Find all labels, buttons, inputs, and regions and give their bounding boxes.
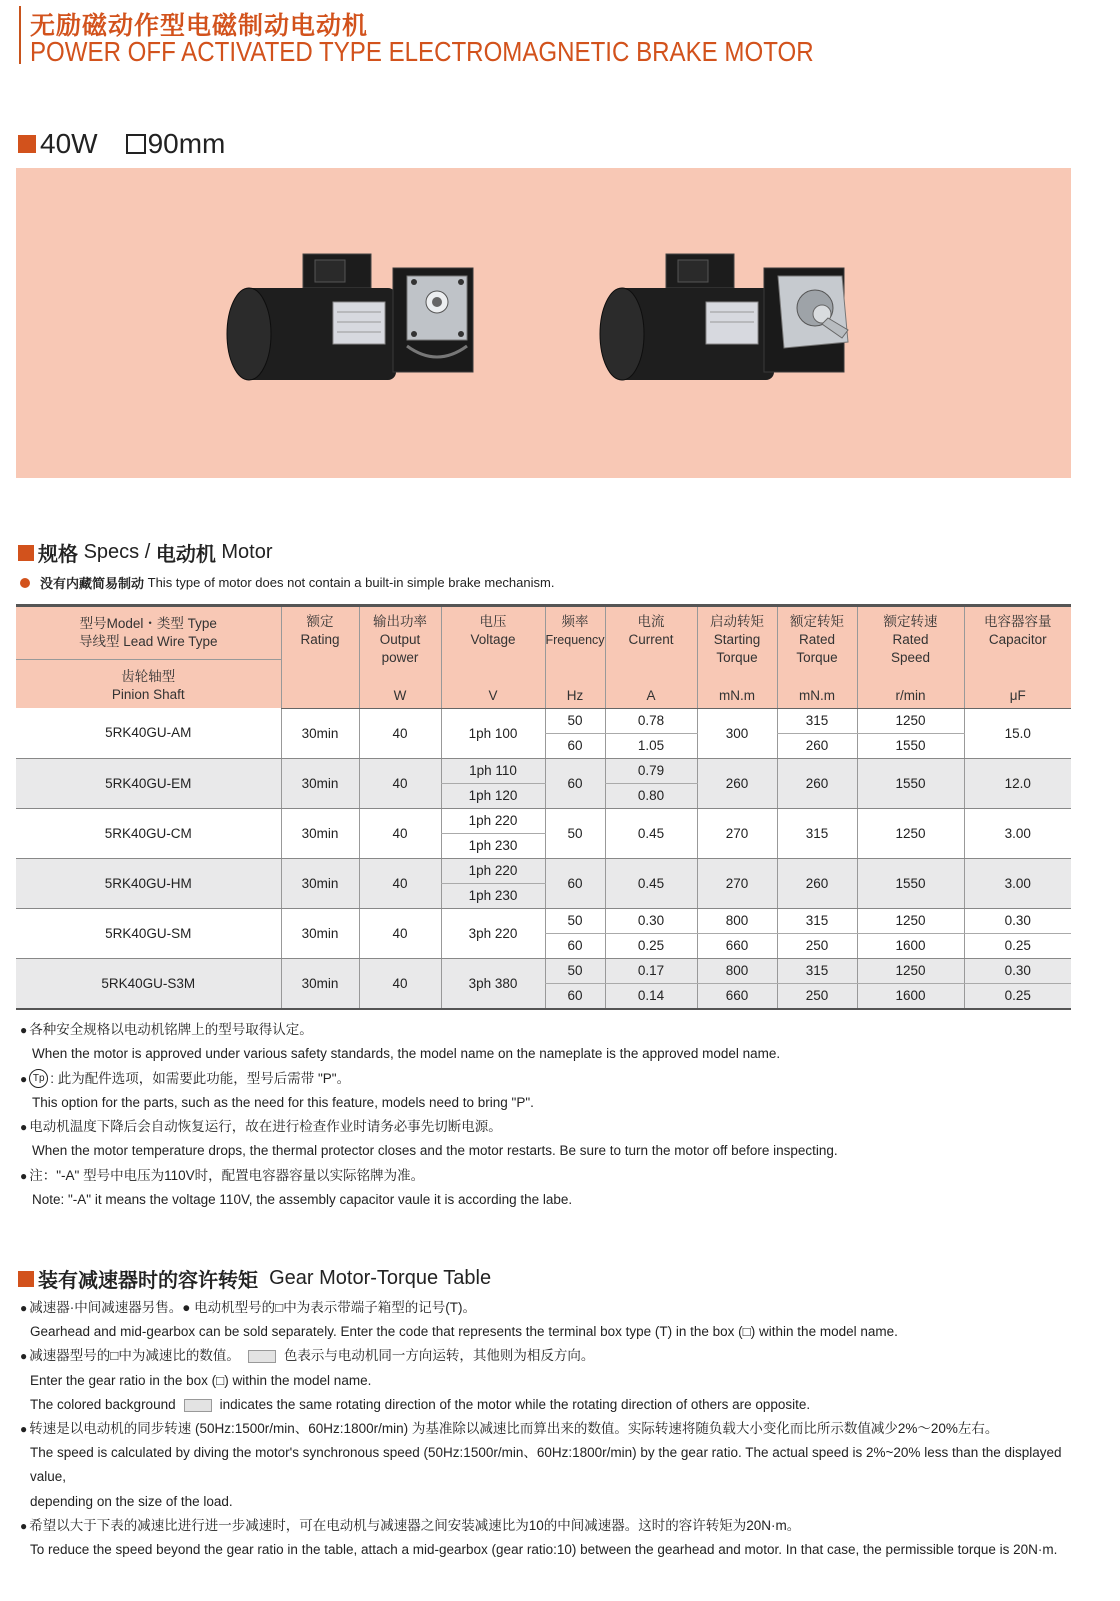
header-current: 电流 Current [605,606,697,684]
current-cell: 0.17 [605,958,697,983]
note-en: depending on the size of the load. [30,1493,233,1509]
voltage-cell: 1ph 110 [441,758,545,783]
note-cn: 减速器·中间减速器另售。● 电动机型号的□中为表示带端子箱型的记号(T)。 [29,1300,477,1315]
rating-cell: 30min [281,958,359,1009]
rated-speed-cell: 1550 [857,758,964,808]
table-row [16,958,1071,983]
rated-speed-cell: 1250 [857,958,964,983]
frequency-cell: 50 [545,958,605,983]
bullet-dot-icon [20,578,30,588]
rated-speed-cell: 1600 [857,933,964,958]
starting-torque-cell: 660 [697,933,777,958]
rated-torque-cell: 315 [777,958,857,983]
rated-torque-cell: 315 [777,808,857,858]
bullet-icon: ● [20,1301,28,1315]
voltage-cell: 1ph 230 [441,833,545,858]
starting-torque-cell: 260 [697,758,777,808]
unit-frequency: Hz [545,684,605,709]
note-cn: 转速是以电动机的同步转速 (50Hz:1500r/min、60Hz:1800r/min) 为基准除以减速比而算出来的数值。实际转速将随负载大小变化而比所示数值减少2%～20%左右。 [29,1421,999,1437]
capacitor-cell: 0.30 [964,908,1071,933]
note-en: The colored background indicates the same rotating direction of the motor while the rotating direction of others are opposite. [30,1396,811,1412]
title-accent-bar [19,6,21,64]
starting-torque-cell: 800 [697,908,777,933]
capacitor-cell: 15.0 [964,708,1071,758]
capacitor-cell: 3.00 [964,858,1071,908]
gear-title-en: Gear Motor-Torque Table [269,1267,492,1289]
rating-cell: 30min [281,758,359,808]
bullet-icon: ● [20,1023,28,1037]
output-cell: 40 [359,858,441,908]
rated-speed-cell: 1600 [857,983,964,1009]
table-row [16,758,1071,783]
capacitor-cell: 0.25 [964,983,1071,1009]
current-cell: 1.05 [605,733,697,758]
header-frequency: 频率 Frequency [545,606,605,684]
bullet-icon: ● [20,1349,28,1364]
frequency-cell: 60 [545,983,605,1009]
bullet-icon: ● [20,1120,28,1135]
rated-torque-cell: 260 [777,733,857,758]
tp-icon: Tp [29,1069,48,1088]
header-starting-torque: 启动转矩 Starting Torque [697,606,777,684]
voltage-cell: 1ph 100 [441,708,545,758]
voltage-cell: 3ph 380 [441,958,545,1009]
note-item [20,1296,1080,1320]
output-cell: 40 [359,808,441,858]
frequency-cell: 60 [545,758,605,808]
brake-note-en: This type of motor does not contain a built-in simple brake mechanism. [147,575,555,590]
orange-square-icon [18,1271,34,1287]
current-cell: 0.14 [605,983,697,1009]
rated-speed-cell: 1250 [857,708,964,733]
output-cell: 40 [359,908,441,958]
current-cell: 0.30 [605,908,697,933]
frequency-cell: 60 [545,858,605,908]
model-cell: 5RK40GU-SM [16,908,281,958]
output-cell: 40 [359,708,441,758]
model-cell: 5RK40GU-EM [16,758,281,808]
rated-speed-cell: 1250 [857,908,964,933]
current-cell: 0.45 [605,808,697,858]
note-cn: 希望以大于下表的减速比进行进一步减速时，可在电动机与减速器之间安装减速比为10的中间减速器。这时的容许转矩为20N·m。 [29,1517,801,1533]
note-item [20,1115,838,1139]
specs-section-header [18,538,273,567]
note-en: When the motor is approved under various safety standards, the model name on the nameplate is the approved model name. [32,1046,781,1062]
color-swatch-icon [184,1399,212,1412]
gear-notes [20,1296,1080,1562]
gear-title-cn: 装有减速器时的容许转矩 [38,1270,258,1292]
unit-capacitor: μF [964,684,1071,709]
header-rated-speed: 额定转速 Rated Speed [857,606,964,684]
table-row [16,858,1071,883]
size-label: 90mm [147,128,226,159]
note-item [20,1164,838,1188]
brake-note [20,573,554,592]
spec-line [18,128,225,160]
note-en: To reduce the speed beyond the gear ratio in the table, attach a mid-gearbox (gear ratio:10) between the gearhead and motor. In that case, the permissible torque is 20N·m. [30,1542,1058,1558]
table-header-row [16,606,1071,660]
rated-torque-cell: 260 [777,758,857,808]
motor-title-en: Motor [221,541,273,563]
bullet-icon: ● [20,1071,28,1086]
rated-speed-cell: 1550 [857,733,964,758]
unit-starting-torque: mN.m [697,684,777,709]
table-row [16,908,1071,933]
rated-torque-cell: 315 [777,708,857,733]
table-row [16,808,1071,833]
rated-speed-cell: 1250 [857,808,964,858]
voltage-cell: 3ph 220 [441,908,545,958]
rated-torque-cell: 250 [777,983,857,1009]
capacitor-cell: 3.00 [964,808,1071,858]
frequency-cell: 50 [545,708,605,733]
starting-torque-cell: 660 [697,983,777,1009]
unit-rated-torque: mN.m [777,684,857,709]
rating-cell: 30min [281,858,359,908]
rating-cell: 30min [281,708,359,758]
voltage-cell: 1ph 220 [441,858,545,883]
note-cn: 各种安全规格以电动机铭牌上的型号取得认定。 [29,1022,313,1037]
unit-rated-speed: r/min [857,684,964,709]
unit-output: W [359,684,441,709]
frequency-cell: 60 [545,733,605,758]
note-en: The speed is calculated by diving the motor's synchronous speed (50Hz:1500r/min、60Hz:1800r/min) by the gear ratio. The actual speed is 2%~20% less than the displayed value, [30,1445,1062,1485]
note-item [20,1018,838,1042]
bullet-icon: ● [20,1518,28,1533]
brake-note-cn: 没有内藏简易制动 [40,576,145,591]
note-item [20,1417,1080,1441]
voltage-cell: 1ph 120 [441,783,545,808]
orange-square-icon [18,135,36,153]
header-output: 输出功率 Output power [359,606,441,684]
note-item [20,1344,1080,1368]
orange-square-icon [18,545,34,561]
product-photo-panel [16,168,1071,478]
square-frame-icon [126,134,146,154]
gear-section-header [18,1264,491,1293]
rating-cell: 30min [281,808,359,858]
note-item [20,1067,838,1091]
table-notes [20,1018,838,1212]
starting-torque-cell: 300 [697,708,777,758]
bullet-icon: ● [20,1422,28,1437]
capacitor-cell: 0.25 [964,933,1071,958]
rated-torque-cell: 250 [777,933,857,958]
capacitor-cell: 0.30 [964,958,1071,983]
output-cell: 40 [359,958,441,1009]
bullet-icon: ● [20,1168,28,1183]
starting-torque-cell: 270 [697,808,777,858]
voltage-cell: 1ph 220 [441,808,545,833]
page-title-cn: 无励磁动作型电磁制动电动机 [30,12,369,40]
model-cell: 5RK40GU-HM [16,858,281,908]
current-cell: 0.45 [605,858,697,908]
header-model: 型号Model・类型 Type 导线型 Lead Wire Type [16,606,281,660]
note-cn: 电动机温度下降后会自动恢复运行，故在进行检查作业时请务必事先切断电源。 [29,1119,502,1135]
header-pinion: 齿轮轴型 Pinion Shaft [16,660,281,709]
model-cell: 5RK40GU-CM [16,808,281,858]
capacitor-cell: 12.0 [964,758,1071,808]
current-cell: 0.80 [605,783,697,808]
unit-current: A [605,684,697,709]
header-voltage: 电压 Voltage [441,606,545,684]
note-en: This option for the parts, such as the need for this feature, models need to bring "P". [32,1094,534,1110]
current-cell: 0.78 [605,708,697,733]
note-item [20,1514,1080,1538]
starting-torque-cell: 800 [697,958,777,983]
frequency-cell: 50 [545,808,605,858]
current-cell: 0.79 [605,758,697,783]
power-label: 40W [40,128,98,159]
title-separator: / [139,541,156,563]
frequency-cell: 60 [545,933,605,958]
note-en: Enter the gear ratio in the box (□) within the model name. [30,1372,372,1388]
header-rated-torque: 额定转矩 Rated Torque [777,606,857,684]
specs-title-cn: 规格 [38,544,78,566]
note-cn: 注："-A" 型号中电压为110V时，配置电容器容量以实际铭牌为准。 [29,1167,425,1183]
output-cell: 40 [359,758,441,808]
rating-cell: 30min [281,908,359,958]
table-row [16,708,1071,733]
motor-image-right [596,246,861,406]
spec-table [16,604,1071,1010]
specs-title-en: Specs [83,541,140,563]
rated-torque-cell: 315 [777,908,857,933]
rated-speed-cell: 1550 [857,858,964,908]
unit-voltage: V [441,684,545,709]
note-cn: : 此为配件选项，如需要此功能，型号后需带 "P"。 [50,1070,351,1086]
header-capacitor: 电容器容量 Capacitor [964,606,1071,684]
voltage-cell: 1ph 230 [441,883,545,908]
motor-title-cn: 电动机 [155,544,216,566]
note-cn: 减速器型号的□中为减速比的数值。 [29,1348,240,1364]
note-cn: 色表示与电动机同一方向运转，其他则为相反方向。 [283,1348,595,1364]
motor-image-left [221,246,486,406]
color-swatch-icon [248,1350,276,1363]
model-cell: 5RK40GU-AM [16,708,281,758]
note-en: Gearhead and mid-gearbox can be sold separately. Enter the code that represents the terminal box type (T) in the box (□) within the model name. [30,1324,898,1340]
rated-torque-cell: 260 [777,858,857,908]
header-rating: 额定 Rating [281,606,359,684]
current-cell: 0.25 [605,933,697,958]
page-title-en: POWER OFF ACTIVATED TYPE ELECTROMAGNETIC BRAKE MOTOR [30,36,814,67]
note-en: Note: "-A" it means the voltage 110V, the assembly capacitor vaule it is according the labe. [32,1192,573,1208]
unit-rating [281,684,359,709]
model-cell: 5RK40GU-S3M [16,958,281,1009]
note-en: When the motor temperature drops, the thermal protector closes and the motor restarts. Be sure to turn the motor off before inspecting. [32,1143,838,1159]
frequency-cell: 50 [545,908,605,933]
starting-torque-cell: 270 [697,858,777,908]
